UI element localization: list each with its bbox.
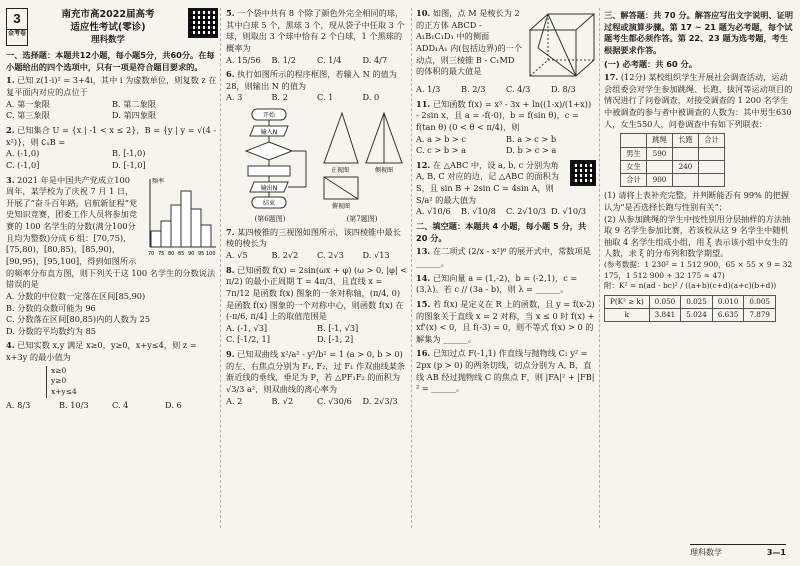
option-b: B. 2√2 (271, 249, 299, 260)
title-line-3: 理科数学 (90, 34, 125, 45)
column-divider (220, 8, 221, 528)
badge-text: 金考卷 (7, 31, 26, 37)
column-divider (599, 8, 600, 528)
option-b: B. √10/8 (461, 206, 496, 217)
hist-bar (151, 231, 161, 247)
question-text: (12分) 某校组织学生开展社会调查活动，运动会组委会对学生参加跳绳、长跑、拔河等运动项目的情况进行了问卷调查，对接受调查的 1 200 名学生中被调查的参与者中被调查的人数为：其中男生630人，女生550人，问卷调查中有如下列联表： (604, 72, 793, 129)
option-d: D. [-1, 2] (317, 334, 354, 345)
hist-ylabel: 频率 (152, 177, 165, 185)
question-text: 在 △ABC 中，设 a, b, c 分别为角 A, B, C 对应的边，记 △ABC 的面积为 S，且 sin B + 2sin C = 4sin A，则 S/a² 的最大值为 (416, 159, 559, 205)
question-number: 4. (6, 340, 15, 351)
figures-6-7 (226, 107, 408, 225)
question-7 (226, 227, 408, 262)
option-b: B. 第二象限 (112, 98, 156, 109)
option-c: C. 4 (112, 399, 129, 410)
option-b: B. √2 (271, 395, 294, 406)
table-cell: 900 (647, 174, 673, 187)
exam-title (28, 8, 188, 46)
footer-subject: 理科数学 (690, 547, 722, 557)
table-header (621, 134, 647, 147)
table-cell: 0.010 (712, 296, 744, 309)
option-a: A. 第一象限 (6, 98, 50, 109)
question-11 (416, 99, 596, 157)
option-d: D. 第四象限 (112, 110, 157, 121)
question-8 (226, 265, 408, 346)
hist-bar (181, 191, 191, 247)
exam-header (6, 8, 218, 46)
option-d: D. 分数的平均数约为 85 (6, 325, 96, 336)
column-2 (226, 8, 408, 548)
question-15 (416, 299, 596, 346)
option-c: C. (-1,0] (6, 159, 40, 170)
option-c: C. 4/3 (506, 84, 531, 94)
table-cell: P(K² ≥ k) (605, 296, 650, 309)
option-a: A. 2 (226, 395, 243, 406)
table-cell (699, 147, 725, 160)
question-number: 16. (416, 348, 431, 359)
table-cell: 0.005 (744, 296, 776, 309)
constraint: x≥0 (51, 365, 67, 375)
question-number: 8. (226, 264, 235, 275)
flow-end: 结束 (262, 200, 276, 208)
question-number: 11. (416, 98, 431, 109)
question-number: 13. (416, 246, 431, 257)
exam-badge (6, 8, 28, 46)
table-cell: 合计 (621, 174, 647, 187)
question-text: 2021 年是中国共产党成立100周年，某学校为了庆祝 7 月 1 日，开展了“奋斗百年路，启航新征程”党史知识竞赛，团委工作人员将参加竞赛的 100 名学生的分数(满分100分且均为整数)分成 6 组：[70,75)，[75,80)，[80,85)，[85,90)，[90,95)，[95,100]，得到如图所示的频率分布直方图，则下列关于这 100 名学生的分数说法错误的是 (6, 174, 216, 290)
option-b: B. 分数的众数可能为 96 (6, 302, 96, 313)
figure-6 (226, 107, 314, 225)
formula: 附：K² = n(ad - bc)² / ((a+b)(c+d)(a+c)(b+d)) (604, 281, 777, 291)
question-text: 若 f(x) 是定义在 R 上的函数，且 y = f(x-2) 的图象关于直线 x = 2 对称，当 x ≤ 0 时 f(x) + xf'(x) < 0，且 f(-3) = 0，则不等式 f(x) > 0 的解集为 ______。 (416, 298, 595, 344)
hist-xlabel: 85 (178, 250, 185, 257)
column-4 (604, 8, 794, 548)
hist-xlabel: 95 (198, 250, 205, 257)
option-b: B. 2 (271, 92, 288, 103)
title-line-2: 适应性考试(零诊) (70, 21, 146, 33)
table-cell: 0.050 (649, 296, 681, 309)
option-c: C. [-1/2, 1] (226, 334, 270, 345)
front-view-label: 正视图 (330, 167, 350, 175)
question-text: 已知函数 f(x) = 2sin(ωx + φ) (ω > 0, |φ| < π/2) 的最小正周期 T = 4π/3，且直线 x = 7π/12 是函数 f(x) 图象的一条对称轴，(π/4, 0) 是函数 f(x) 图象的一个对称中心，则函数 f(x) 在 (-π/6, π/4] 上的取值范围是 (226, 264, 408, 322)
option-a: A. √5 (226, 249, 248, 260)
hist-bar (201, 225, 211, 247)
hist-xlabel: 90 (188, 250, 195, 257)
option-d: D. √13 (362, 249, 390, 260)
table-cell: 6.635 (712, 309, 744, 322)
title-line-1: 南充市高2022届高考 (61, 9, 155, 20)
table-cell: 5.024 (681, 309, 713, 322)
question-part-1: (1) 请将上表补充完整，并判断能否有 99% 的把握认为“是否选择长跑与性别有关”； (604, 190, 789, 212)
option-a: A. √10/6 (416, 206, 451, 217)
option-a: A. (-1,0) (6, 148, 40, 159)
table-cell: 590 (647, 147, 673, 160)
qr-code-icon (570, 160, 596, 186)
option-b: B. 2/3 (461, 84, 486, 94)
table-cell (673, 174, 699, 187)
section-3-title: 三、解答题：共 70 分。解答应写出文字说明、证明过程或演算步骤。第 17 ~ 21 题为必考题，每个试题考生都必须作答。第 22、23 题为选考题，考生根据要求作答。 (604, 10, 794, 55)
table-cell: 3.841 (649, 309, 681, 322)
hist-bar (161, 221, 171, 247)
option-a: A. 3 (226, 92, 243, 103)
hist-bar (191, 209, 201, 247)
option-c: C. c > b > a (416, 145, 467, 156)
section-2-title: 二、填空题：本题共 4 小题，每小题 5 分，共 20 分。 (416, 221, 587, 243)
option-c: C. 分数落在区间[80,85)内的人数为 25 (6, 314, 151, 325)
question-number: 12. (416, 159, 431, 170)
option-a: A. (-1, √3] (226, 322, 268, 333)
table-cell: 女生 (621, 160, 647, 173)
hist-xlabel: 75 (158, 250, 165, 257)
flowchart-figure (226, 107, 314, 211)
option-d: D. 4/7 (362, 54, 388, 65)
table-header: 跳绳 (647, 134, 673, 147)
table-cell: 男生 (621, 147, 647, 160)
side-view-label: 侧视图 (374, 167, 394, 175)
question-9 (226, 349, 408, 407)
column-3 (416, 8, 596, 548)
question-number: 5. (226, 8, 235, 18)
question-number: 7. (226, 226, 235, 237)
page-footer (690, 544, 786, 558)
table-cell: 0.025 (681, 296, 713, 309)
question-text: 已知向量 a = (1,-2)，b = (-2,1)，c = (3,λ)。若 c // (3a - b)，则 λ = ______。 (416, 272, 578, 295)
hist-xlabel: 80 (168, 250, 175, 257)
table-header: 合计 (699, 134, 725, 147)
table-row (621, 147, 725, 160)
question-text: 已知函数 f(x) = x³ - 3x + ln((1-x)/(1+x)) - 2sin x，且 a = -f(-0)，b = f(sin θ)，c = f(tan θ) (0 < θ < π/4)，则 (416, 98, 592, 132)
option-b: B. [-1,0) (112, 148, 146, 159)
hist-xlabel: 100 (206, 250, 216, 257)
table-cell (699, 174, 725, 187)
constraint-system (46, 366, 218, 398)
table-cell (673, 147, 699, 160)
question-number: 10. (416, 8, 431, 18)
option-b: B. 1/2 (271, 54, 296, 65)
badge-number: 3 (13, 11, 21, 26)
figure-6-caption: (第6题图) (254, 214, 286, 223)
option-a: A. 1/3 (416, 84, 441, 94)
option-a: A. 15/56 (226, 54, 261, 65)
option-a: A. 分数的中位数一定落在区间[85,90) (6, 290, 146, 301)
option-d: D. [-1,0] (112, 159, 146, 170)
question-number: 9. (226, 349, 235, 360)
hist-xlabel: 70 (148, 250, 155, 257)
column-1 (6, 8, 218, 548)
top-view-label: 俯视图 (331, 203, 351, 211)
question-number: 14. (416, 272, 431, 283)
question-number: 6. (226, 69, 235, 80)
column-divider (411, 8, 412, 528)
question-text: 执行如图所示的程序框图，若输入 N 的值为 28，则输出 N 的值为 (226, 69, 397, 91)
question-text: 已知集合 U = {x | -1 < x ≤ 2}，B = {y | y = √(4 - x²)}，则 ∁ᵤB = (6, 124, 217, 147)
constraint: x+y≤4 (51, 387, 77, 397)
question-text: 已知实数 x,y 满足 x≥0，y≥0，x+y≤4，则 z = x+3y 的最小值为 (6, 340, 197, 363)
question-14 (416, 273, 596, 296)
question-17 (604, 72, 794, 322)
table-cell: 7.879 (744, 309, 776, 322)
figure-7-caption: (第7题图) (346, 214, 378, 223)
question-text: 一个袋中共有 8 个除了颜色外完全相同的球，其中白球 5 个，黑球 3 个，现从袋子中任取 3 个球，则取出 3 个球中恰有 2 个白球，1 个黑球的概率为 (226, 8, 405, 53)
question-number: 2. (6, 124, 15, 135)
table-header: 长跑 (673, 134, 699, 147)
hist-bar (171, 205, 181, 247)
question-part-2: (2) 从参加跳绳的学生中按性别用分层抽样的方法抽取 9 名学生参加比赛，若该校从这 9 名学生中随机抽取 4 名学生组成小组，用 ξ 表示该小组中女生的人数，求 ξ 的分布列和数学期望。 (604, 213, 791, 259)
table-cell (647, 160, 673, 173)
option-d: D. b > c > a (506, 145, 557, 156)
question-text: 在二项式 (2/x - x²)⁶ 的展开式中，常数项是 ______。 (416, 246, 591, 268)
option-c: C. 1 (317, 92, 334, 103)
option-b: B. 10/3 (59, 399, 89, 410)
qr-code-icon (188, 8, 218, 38)
question-12 (416, 160, 596, 218)
question-text: 已知过点 F(-1,1) 作直线与抛物线 C: y² = 2px (p > 0) 的两条切线，切点分别为 A, B，直线 AB 经过抛物线 C 的焦点 F，则 |FA|² + |FB|² = ______。 (416, 348, 595, 394)
table-row (621, 174, 725, 187)
option-c: C. 第三象限 (6, 110, 50, 121)
three-view-figure (318, 107, 406, 211)
option-d: D. √10/3 (551, 206, 587, 217)
question-5 (226, 8, 408, 66)
question-13 (416, 246, 596, 269)
flow-input: 输入N (260, 129, 278, 137)
cube-figure (526, 8, 596, 82)
question-text: 已知双曲线 x²/a² - y²/b² = 1 (a > 0, b > 0) 的左、右焦点分别为 F₁, F₂，过 F₁ 作双曲线某条渐近线的垂线，垂足为 P，若 △PF₁F₂ 的面积为 √3/3 a²，则双曲线的离心率为 (226, 349, 406, 395)
option-c: C. 1/4 (317, 54, 342, 65)
flow-start: 开始 (262, 112, 276, 120)
option-b: B. a > c > b (506, 133, 557, 144)
table-cell: 240 (673, 160, 699, 173)
question-number: 15. (416, 298, 431, 309)
table-cell (699, 160, 725, 173)
option-c: C. 2√10/3 (506, 206, 546, 217)
question-6 (226, 69, 408, 104)
option-d: D. 6 (165, 399, 182, 410)
table-row (605, 296, 776, 309)
option-b: B. [-1, √3] (317, 322, 359, 333)
table-row (605, 309, 776, 322)
option-d: D. 2√3/3 (362, 395, 398, 406)
figure-7 (318, 107, 406, 225)
question-text: 某四棱锥的三视图如图所示，该四棱锥中最长棱的棱长为 (226, 226, 401, 249)
histogram-figure (142, 175, 218, 259)
section-3a-title: (一) 必考题：共 60 分。 (604, 58, 697, 69)
option-d: D. 8/3 (551, 84, 576, 94)
question-number: 1. (6, 75, 15, 86)
option-c: C. √30/6 (317, 395, 352, 406)
question-text: 如图，点 M 是棱长为 2 的正方体 ABCD - A₁B₁C₁D₁ 中的侧面 ADD₁A₁ 内(包括边界)的一个动点，则三棱锥 B - C₁MD 的体积的最大值是 (416, 8, 523, 77)
reference-data: (参考数据：1 230² = 1 512 900，65 × 55 × 9 = 32 175，1 512 900 ÷ 32 175 ≈ 47) (604, 260, 793, 280)
constraint: y≥0 (51, 376, 67, 386)
question-number: 3. (6, 174, 15, 185)
question-1 (6, 75, 218, 122)
option-a: A. 8/3 (6, 399, 31, 410)
question-3 (6, 175, 218, 338)
question-text: 已知 z(1-i)² = 3+4i，其中 i 为虚数单位，则复数 z 在复平面内对应的点位于 (6, 75, 217, 98)
question-2 (6, 125, 218, 172)
contingency-table (620, 133, 725, 187)
section-1-title: 一、选择题：本题共12小题，每小题5分，共60分。在每小题给出的四个选项中，只有一项是符合题目要求的。 (6, 50, 215, 72)
footer-page-number: 3—1 (766, 547, 786, 557)
question-16 (416, 348, 596, 395)
question-10 (416, 8, 596, 96)
option-c: C. 2√3 (317, 249, 344, 260)
critical-value-table (604, 295, 776, 322)
flow-output: 输出N (260, 185, 278, 193)
table-row (621, 160, 725, 173)
option-a: A. a > b > c (416, 133, 466, 144)
table-cell: k (605, 309, 650, 322)
option-d: D. 0 (362, 92, 380, 103)
question-4 (6, 340, 218, 411)
question-number: 17. (604, 72, 619, 83)
